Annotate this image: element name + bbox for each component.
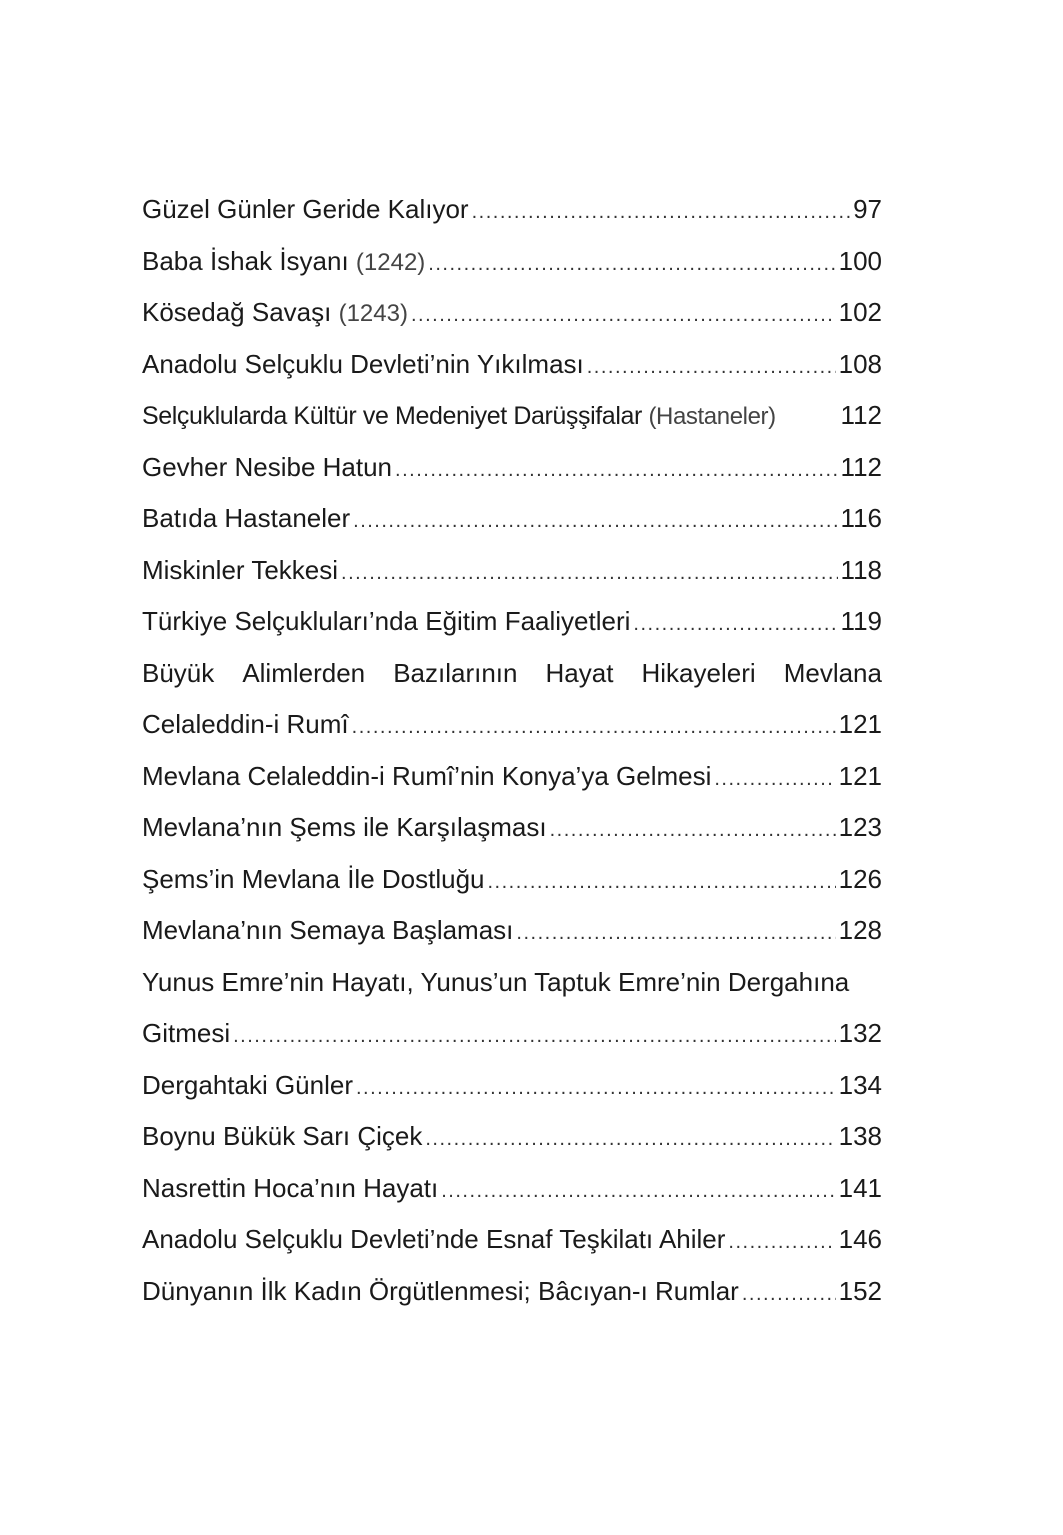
toc-entry	[142, 1008, 882, 1060]
toc-entry-title: Mevlana Celaleddin-i Rumî’nin Konya’ya Gelmesi	[142, 760, 712, 791]
toc-entry-page: 102	[838, 297, 882, 327]
toc-entry-page: 100	[838, 245, 882, 276]
toc-entry	[142, 287, 882, 339]
dot-leader	[728, 1217, 835, 1269]
dot-leader	[233, 1011, 835, 1063]
toc-entry-page: 128	[838, 915, 882, 945]
toc-entry-title: Gitmesi	[142, 1018, 231, 1048]
toc-entry	[142, 236, 882, 288]
toc-entry-page: 119	[840, 606, 882, 636]
toc-word: Mevlana	[783, 657, 882, 688]
toc-entry-page: 141	[838, 1172, 882, 1203]
toc-entry-title: Gevher Nesibe Hatun	[142, 451, 393, 482]
toc-entry-title: Mevlana’nın Şems ile Karşılaşması	[142, 812, 547, 842]
toc-entry-page: 97	[853, 194, 882, 224]
toc-entry-title: Dergahtaki Günler	[142, 1069, 353, 1100]
toc-entry	[142, 1111, 882, 1163]
toc-entry-page: 112	[840, 451, 882, 482]
dot-leader	[428, 239, 835, 291]
toc-entry-page: 134	[838, 1069, 882, 1100]
toc-entry-title: Celaleddin-i Rumî	[142, 709, 349, 739]
toc-entry-title: Türkiye Selçukluları’nda Eğitim Faaliyetleri	[142, 606, 631, 636]
toc-entry	[142, 1266, 882, 1318]
toc-entry	[142, 596, 882, 648]
toc-word: Büyük	[142, 657, 215, 688]
dot-leader	[341, 548, 838, 600]
toc-entry	[142, 802, 882, 854]
toc-entry	[142, 699, 882, 751]
toc-entry-page: 152	[838, 1275, 882, 1306]
table-of-contents	[142, 184, 882, 1317]
toc-entry-title: Anadolu Selçuklu Devleti’nin Yıkılması	[142, 348, 584, 379]
toc-entry-note: (Hastaneler)	[648, 403, 776, 430]
toc-entry-title: Şems’in Mevlana İle Dostluğu	[142, 863, 485, 894]
toc-entry-page: 123	[838, 812, 882, 842]
toc-entry-page: 146	[838, 1224, 882, 1254]
toc-word: Alimlerden	[242, 657, 366, 688]
toc-entry-page: 108	[838, 348, 882, 379]
dot-leader	[633, 599, 837, 651]
toc-entry-page: 126	[838, 863, 882, 894]
dot-leader	[714, 754, 835, 806]
toc-entry-title: Boynu Bükük Sarı Çiçek	[142, 1121, 423, 1151]
toc-entry-title: Nasrettin Hoca’nın Hayatı	[142, 1172, 439, 1203]
toc-entry-title-text: Baba İshak İsyanı	[142, 245, 349, 276]
toc-entry-wrapped-line	[142, 957, 882, 1009]
toc-entry-page: 116	[840, 503, 882, 533]
toc-word: Hayat	[545, 657, 614, 688]
toc-entry-title: Batıda Hastaneler	[142, 503, 351, 533]
toc-entry-page: 138	[838, 1121, 882, 1151]
toc-entry-page: 118	[840, 554, 882, 585]
toc-entry-year: (1242)	[355, 248, 426, 276]
toc-entry-page: 121	[838, 709, 882, 739]
toc-entry-year: (1243)	[338, 300, 408, 327]
toc-entry-title: Güzel Günler Geride Kalıyor	[142, 194, 469, 224]
dot-leader	[411, 290, 836, 342]
dot-leader	[395, 445, 838, 497]
toc-entry-title-text: Selçuklularda Kültür ve Medeniyet Darüşşifalar	[142, 402, 642, 430]
dot-leader	[353, 496, 837, 548]
toc-entry	[142, 1214, 882, 1266]
toc-entry	[142, 854, 882, 906]
toc-entry-title	[142, 391, 776, 443]
toc-entry	[142, 545, 882, 597]
dot-leader	[742, 1269, 836, 1321]
dot-leader	[356, 1063, 836, 1115]
toc-word: Bazılarının	[393, 657, 518, 688]
toc-entry	[142, 184, 882, 236]
toc-word: Hikayeleri	[641, 657, 756, 688]
dot-leader	[425, 1114, 835, 1166]
toc-entry	[142, 442, 882, 494]
dot-leader	[472, 187, 850, 239]
toc-entry-title-line1: Yunus Emre’nin Hayatı, Yunus’un Taptuk Emre’nin Dergahına	[142, 966, 850, 997]
toc-entry-page: 112	[840, 400, 882, 430]
dot-leader	[587, 342, 836, 394]
toc-entry	[142, 339, 882, 391]
toc-entry	[142, 751, 882, 803]
toc-entry-page: 132	[838, 1018, 882, 1048]
toc-entry-title: Mevlana’nın Semaya Başlaması	[142, 915, 514, 945]
toc-entry	[142, 905, 882, 957]
toc-entry	[142, 1060, 882, 1112]
toc-entry-title: Anadolu Selçuklu Devleti’nde Esnaf Teşkilatı Ahiler	[142, 1224, 726, 1254]
toc-entry-title-text: Kösedağ Savaşı	[142, 297, 332, 327]
dot-leader	[550, 805, 836, 857]
toc-entry-wrapped-line	[142, 648, 882, 700]
dot-leader	[352, 702, 836, 754]
toc-entry-title	[142, 236, 425, 289]
dot-leader	[441, 1166, 835, 1218]
toc-entry-title	[142, 287, 408, 340]
toc-entry-title: Dünyanın İlk Kadın Örgütlenmesi; Bâcıyan-ı Rumlar	[142, 1275, 739, 1306]
toc-entry-title: Miskinler Tekkesi	[142, 554, 339, 585]
toc-entry-page: 121	[838, 760, 882, 791]
toc-entry	[142, 493, 882, 545]
toc-entry	[142, 1163, 882, 1215]
toc-entry	[142, 390, 882, 442]
dot-leader	[488, 857, 836, 909]
dot-leader	[516, 908, 835, 960]
